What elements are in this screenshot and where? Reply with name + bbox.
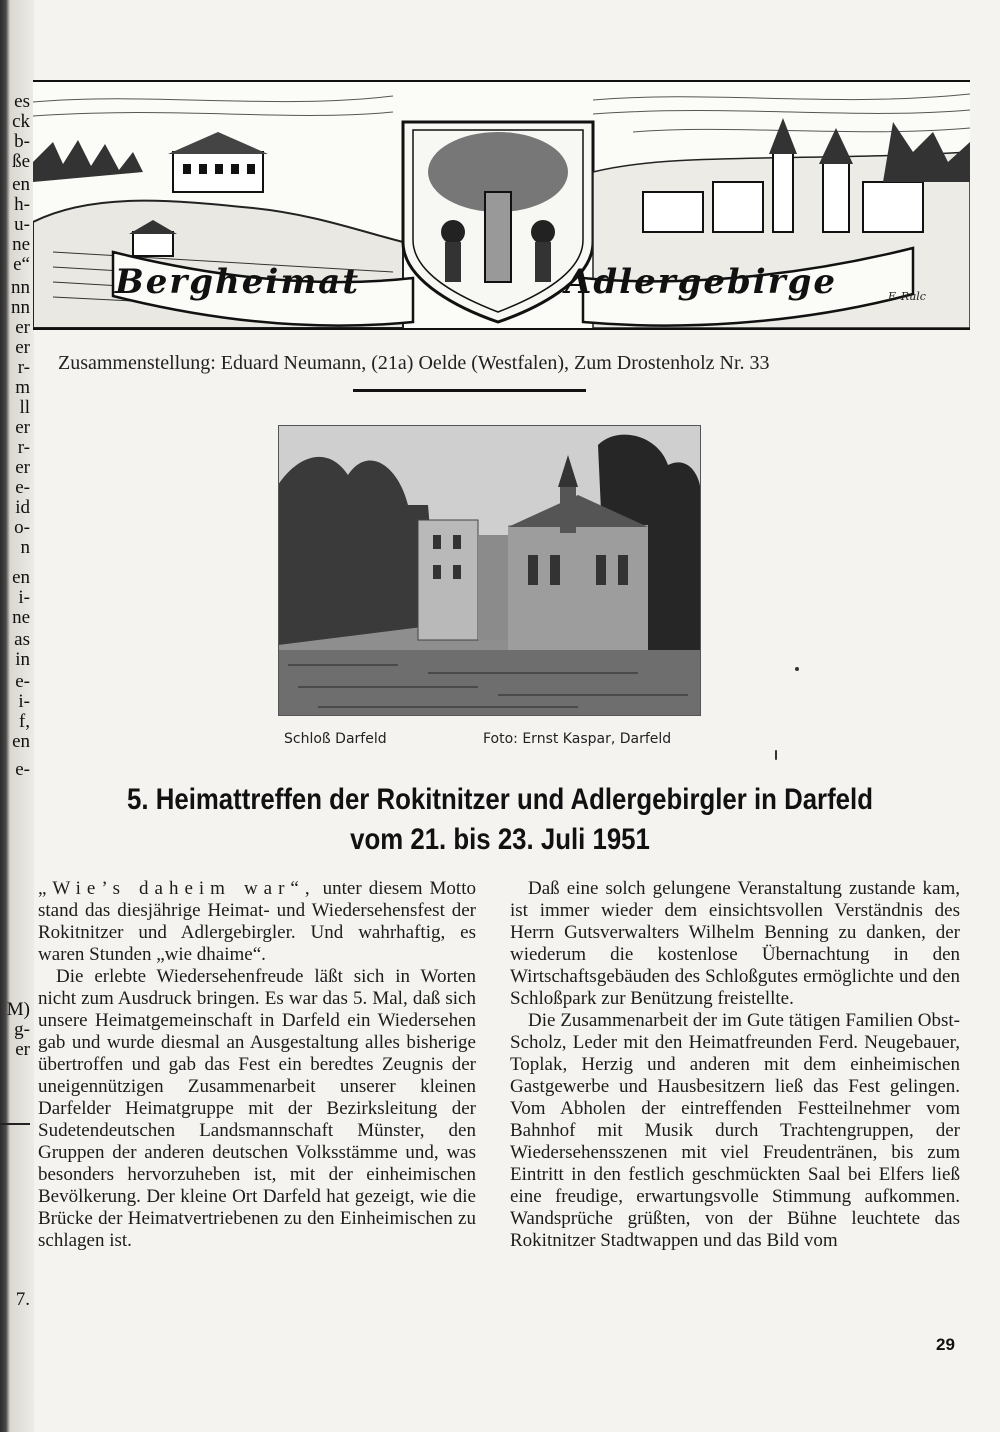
left-paragraph-1-text: unter diesem Motto stand das diesjährige Heimat- und Wiedersehensfest der Rokitnitzer und Adlergebirgler. Und wahrhaftig, es waren Stunden „wie dhaime“. [38,878,476,965]
adjacent-page-fragment: en [12,567,30,588]
adjacent-page-fragment: es [14,91,30,112]
adjacent-page-fragment: nn [11,277,30,298]
section-divider [353,389,586,392]
adjacent-page-fragment: h- [14,194,30,215]
adjacent-page-fragment: id [15,497,30,518]
adjacent-page-fragment: e- [15,477,30,498]
adjacent-page-fragment: g- [14,1019,30,1040]
article-heading-line-1: 5. Heimattreffen der Rokitnitzer und Adlergebirgler in Darfeld [127,783,873,816]
right-paragraph-1: Daß eine solch gelungene Veranstaltung zustande kam, ist immer wieder dem einsichtsvollen Verständnis des Herrn Gutsverwalters Wilhelm Benning zu danken, der wiederum die kostenlose Übernachtung in den Wirtschaftsgebäuden des Schloßgutes ermöglichte und den Schloßpark zur Benützung freistellte. [510,878,960,1009]
left-paragraph-1 [38,878,476,966]
adjacent-page-fragment: ll [19,397,30,418]
photo-caption-title: Schloß Darfeld [284,731,387,747]
photo-credit: Foto: Ernst Kaspar, Darfeld [483,731,672,747]
adjacent-page-fragment: 7. [15,1289,30,1310]
adjacent-page-fragment: er [15,457,30,478]
adjacent-page-fragment: in [15,649,30,670]
motto-quote: „Wie’s daheim war“, [38,878,316,899]
adjacent-page-fragment: ck [12,111,30,132]
castle-photo [278,425,701,716]
adjacent-page-rule [0,1123,30,1125]
banner-title-left: Bergheimat [115,262,361,302]
adjacent-page-fragment: e- [15,671,30,692]
adjacent-page-fragment: r- [17,437,30,458]
adjacent-page-fragment: o- [14,517,30,538]
adjacent-page-fragment: en [12,174,30,195]
adjacent-page-fragment: f, [18,711,30,732]
adjacent-page-fragment: u- [14,214,30,235]
adjacent-page-fragment: e- [15,759,30,780]
adjacent-page-fragment: b- [14,131,30,152]
adjacent-page-fragment: M) [6,999,30,1020]
adjacent-page-fragment: i- [18,691,30,712]
adjacent-page-fragment: en [12,731,30,752]
adjacent-page-strip [0,0,34,1432]
adjacent-page-fragment: ne [12,234,30,255]
adjacent-page-fragment: r- [17,357,30,378]
print-speck [775,750,777,760]
adjacent-page-fragment: ße [12,151,30,172]
adjacent-page-fragment: er [15,417,30,438]
adjacent-page-fragment: i- [18,587,30,608]
article-left-column [38,878,476,1252]
article-heading-line-2: vom 21. bis 23. Juli 1951 [350,823,650,856]
adjacent-page-fragment: m [15,377,30,398]
banner-title-right: Adlergebirge [565,262,838,302]
compilation-credit: Zusammenstellung: Eduard Neumann, (21a) Oelde (Westfalen), Zum Drostenholz Nr. 33 [58,352,770,374]
left-paragraph-2: Die erlebte Wiedersehenfreude läßt sich in Worten nicht zum Ausdruck bringen. Es war das 5. Mal, daß sich unsere Heimatgemeinschaft in Darfeld ein Wiedersehen gab und wurde diesmal an Ausgestaltung alles bisherige übertroffen und gab das Fest ein beredtes Zeugnis der uneigennützigen Zusammenarbeit unserer kleinen Darfelder Heimatgruppe mit der Bezirksleitung der Sudetendeutschen Landsmannschaft Münster, den Gruppen der anderen deutschen Volksstämme und, was besonders hervorzuheben ist, mit der einheimischen Bevölkerung. Der kleine Ort Darfeld hat gezeigt, wie die Brücke der Heimatvertriebenen zu den Einheimischen zu schlagen ist. [38,966,476,1251]
print-speck [795,667,799,671]
artist-signature: F. Rulc [888,290,926,303]
adjacent-page-fragment: e“ [13,254,30,275]
article-right-column [510,878,960,1252]
adjacent-page-fragment: ne [12,607,30,628]
adjacent-page-fragment: nn [11,297,30,318]
adjacent-page-fragment: er [15,337,30,358]
adjacent-page-fragment: er [15,1039,30,1060]
right-paragraph-2: Die Zusammenarbeit der im Gute tätigen Familien Obst-Scholz, Leder mit den Heimatfreunden Ferd. Neugebauer, Toplak, Herzig und anderen mit dem einheimischen Gastgewerbe und Hausbesitzern ließ das Fest gelingen. Vom Abholen der eintreffenden Festteilnehmer vom Bahnhof mit Musik durch Trachtengruppen, der Wiedersehensszenen mit viel Freudentränen, bis zum Eintritt in den festlich geschmückten Saal bei Elfers ließ eine freudige, erwartungsvolle Stimmung aufkommen. Wandsprüche grüßten, von der Bühne leuchtete das Rokitnitzer Stadtwappen und das Bild vom [510,1010,960,1251]
page-number: 29 [936,1335,955,1354]
left-forest [33,140,143,182]
adjacent-page-fragment: n [20,537,30,558]
article-heading [122,780,879,860]
adjacent-page-fragment: er [15,317,30,338]
adjacent-page-fragment: as [14,629,30,650]
